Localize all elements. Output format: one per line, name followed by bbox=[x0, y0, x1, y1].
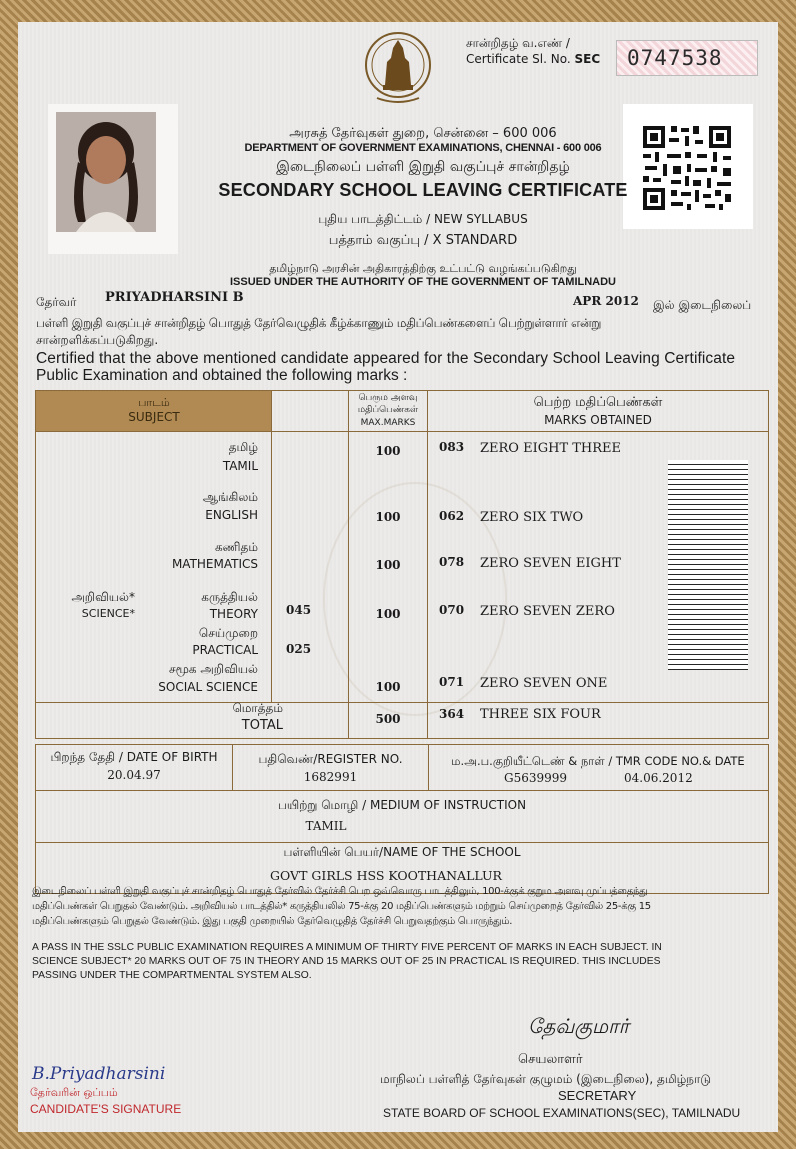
subject-social-ta: சமூக அறிவியல் bbox=[169, 662, 258, 676]
note-tamil-2: மதிப்பெண்கள் பெறுதல் வேண்டும். அறிவியல் பாடத்தில்* கருத்தியலில் 75-க்கு 20 மதிப்பெண்களும் மற்றும் செய்முறைத் தேர்வில் 25-க்கு 15 bbox=[32, 901, 651, 912]
certificate-paper bbox=[18, 22, 778, 1132]
dob-label: பிறந்த தேதி / DATE OF BIRTH bbox=[50, 750, 218, 764]
total-label-english: TOTAL bbox=[241, 718, 283, 733]
medium-label: பயிற்று மொழி / MEDIUM OF INSTRUCTION bbox=[277, 798, 527, 812]
sub-marks-practical: 025 bbox=[286, 642, 312, 656]
tmr-label: ம.அ.ப.குறியீட்டெண் & நாள் / TMR CODE NO.& DATE bbox=[451, 754, 745, 768]
candidate-portrait-icon bbox=[56, 112, 156, 232]
words-english: ZERO SIX TWO bbox=[480, 510, 584, 525]
candidate-signature: B.Priyadharsini bbox=[32, 1064, 166, 1084]
subject-english-en: ENGLISH bbox=[205, 508, 258, 522]
max-header-tamil-2: மதிப்பெண்கள் bbox=[357, 405, 419, 415]
exam-session: APR 2012 bbox=[573, 294, 639, 308]
subject-practical-en: PRACTICAL bbox=[192, 643, 258, 657]
marks-social: 071 bbox=[439, 675, 465, 689]
note-english-2: SCIENCE SUBJECT* 20 MARKS OUT OF 75 IN THEORY AND 15 MARKS OUT OF 25 IN PRACTICAL IS REQUIRED. THIS INCLUDES bbox=[32, 956, 661, 967]
total-max: 500 bbox=[375, 712, 401, 726]
register-label: பதிவெண்/REGISTER NO. bbox=[258, 752, 403, 766]
serial-number: 0747538 bbox=[627, 46, 723, 70]
obtained-header-tamil: பெற்ற மதிப்பெண்கள் bbox=[533, 395, 663, 410]
dept-english: DEPARTMENT OF GOVERNMENT EXAMINATIONS, CHENNAI - 600 006 bbox=[244, 142, 602, 154]
subject-header-english: SUBJECT bbox=[128, 410, 180, 424]
words-tamil: ZERO EIGHT THREE bbox=[480, 441, 622, 456]
candidate-signature-label-english: CANDIDATE'S SIGNATURE bbox=[30, 1102, 182, 1116]
serial-number-box bbox=[616, 40, 758, 76]
certified-line1: Certified that the above mentioned candidate appeared for the Secondary School Leaving Certificate bbox=[36, 350, 736, 367]
candidate-signature-label-tamil: தேர்வரின் ஒப்பம் bbox=[30, 1086, 118, 1099]
board-english: STATE BOARD OF SCHOOL EXAMINATIONS(SEC), TAMILNADU bbox=[383, 1106, 741, 1120]
subject-english-ta: ஆங்கிலம் bbox=[202, 490, 258, 504]
subject-social-en: SOCIAL SCIENCE bbox=[158, 680, 258, 694]
science-label-tamil: அறிவியல்* bbox=[71, 590, 135, 604]
dept-tamil: அரசுத் தேர்வுகள் துறை, சென்னை – 600 006 bbox=[289, 126, 557, 141]
max-science: 100 bbox=[375, 607, 401, 621]
marks-maths: 078 bbox=[439, 555, 465, 569]
note-english-3: PASSING UNDER THE COMPARTMENTAL SYSTEM ALSO. bbox=[32, 970, 312, 981]
barcode-lines bbox=[668, 460, 748, 670]
tmr-code: G5639999 bbox=[504, 771, 568, 785]
candidate-photo bbox=[48, 104, 178, 254]
max-social: 100 bbox=[375, 680, 401, 694]
total-marks: 364 bbox=[439, 707, 465, 721]
title-tamil: இடைநிலைப் பள்ளி இறுதி வகுப்புச் சான்றிதழ் bbox=[276, 159, 570, 175]
authority-english: ISSUED UNDER THE AUTHORITY OF THE GOVERNMENT OF TAMILNADU bbox=[229, 276, 617, 288]
serial-label-english: Certificate Sl. No. SEC bbox=[466, 52, 601, 66]
marks-tamil: 083 bbox=[439, 440, 465, 454]
title-english: SECONDARY SCHOOL LEAVING CERTIFICATE bbox=[218, 180, 628, 200]
max-maths: 100 bbox=[375, 558, 401, 572]
standard: பத்தாம் வகுப்பு / X STANDARD bbox=[328, 233, 518, 248]
board-tamil: மாநிலப் பள்ளித் தேர்வுகள் குழுமம் (இடைநிலை), தமிழ்நாடு bbox=[380, 1072, 711, 1086]
total-label-tamil: மொத்தம் bbox=[232, 701, 283, 715]
candidate-prefix-tamil: தேர்வர் bbox=[36, 295, 77, 309]
subject-theory-en: THEORY bbox=[209, 607, 258, 621]
science-label-english: SCIENCE* bbox=[81, 607, 135, 620]
note-english-1: A PASS IN THE SSLC PUBLIC EXAMINATION REQUIRES A MINIMUM OF THIRTY FIVE PERCENT OF MARKS IN EACH SUBJECT. IN bbox=[32, 942, 662, 953]
obtained-header-english: MARKS OBTAINED bbox=[544, 413, 652, 427]
syllabus: புதிய பாடத்திட்டம் / NEW SYLLABUS bbox=[318, 212, 528, 226]
marks-english: 062 bbox=[439, 509, 465, 523]
note-tamil-3: மதிப்பெண்களும் பெறுதல் வேண்டும். இது பகுதி முறையில் தேர்வெழுதித் தேர்ச்சி பெறுவதற்கும் பொருந்தும். bbox=[32, 916, 513, 927]
medium-value: TAMIL bbox=[305, 819, 347, 833]
subject-tamil-en: TAMIL bbox=[222, 459, 258, 473]
subject-theory-ta: கருத்தியல் bbox=[201, 590, 258, 604]
max-header-tamil-1: பெரும அளவு bbox=[358, 393, 418, 403]
words-social: ZERO SEVEN ONE bbox=[480, 676, 608, 691]
max-tamil: 100 bbox=[375, 444, 401, 458]
candidate-line2-tamil: பள்ளி இறுதி வகுப்புச் சான்றிதழ் பொதுத் தேர்வெழுதிக் கீழ்க்காணும் மதிப்பெண்களைப் பெற்றுள்ளார் என்று bbox=[36, 316, 602, 330]
candidate-line3-tamil: சான்றளிக்கப்படுகிறது. bbox=[36, 333, 159, 347]
subject-practical-ta: செய்முறை bbox=[198, 626, 258, 640]
words-maths: ZERO SEVEN EIGHT bbox=[480, 556, 621, 571]
certified-line2: Public Examination and obtained the following marks : bbox=[36, 367, 408, 384]
subject-header-tamil: பாடம் bbox=[138, 396, 170, 409]
words-science: ZERO SEVEN ZERO bbox=[480, 604, 615, 619]
candidate-name: PRIYADHARSINI B bbox=[105, 290, 244, 305]
serial-label-tamil: சான்றிதழ் வ.எண் / bbox=[466, 36, 570, 50]
subject-maths-en: MATHEMATICS bbox=[171, 557, 258, 571]
marks-science: 070 bbox=[439, 603, 465, 617]
tamilnadu-emblem-icon bbox=[363, 30, 433, 105]
register-number: 1682991 bbox=[303, 770, 358, 784]
note-tamil-1: இடைநிலைப் பள்ளி இறுதி வகுப்புச் சான்றிதழ் பொதுத் தேர்வில் தேர்ச்சி பெற ஒவ்வொரு பாடத்திலும், 100-க்குக் குறும அளவு முப்பத்தைந்து bbox=[32, 886, 648, 897]
school-label: பள்ளியின் பெயர்/NAME OF THE SCHOOL bbox=[283, 845, 521, 859]
max-header-english: MAX.MARKS bbox=[360, 418, 416, 428]
secretary-label-tamil: செயலாளர் bbox=[518, 1052, 583, 1067]
max-english: 100 bbox=[375, 510, 401, 524]
authority-tamil: தமிழ்நாடு அரசின் அதிகாரத்திற்கு உட்பட்டு வழங்கப்படுகிறது bbox=[269, 262, 577, 275]
dob-value: 20.04.97 bbox=[107, 768, 161, 782]
total-words: THREE SIX FOUR bbox=[480, 707, 601, 722]
secretary-label-english: SECRETARY bbox=[558, 1088, 637, 1103]
sub-marks-theory: 045 bbox=[286, 603, 312, 617]
candidate-suffix-tamil: இல் இடைநிலைப் bbox=[653, 298, 752, 312]
school-name: GOVT GIRLS HSS KOOTHANALLUR bbox=[270, 868, 502, 883]
subject-maths-ta: கணிதம் bbox=[215, 540, 258, 554]
subject-tamil-ta: தமிழ் bbox=[228, 440, 258, 454]
secretary-signature: தேவ்குமார் bbox=[528, 1014, 630, 1038]
tmr-date: 04.06.2012 bbox=[624, 771, 693, 785]
